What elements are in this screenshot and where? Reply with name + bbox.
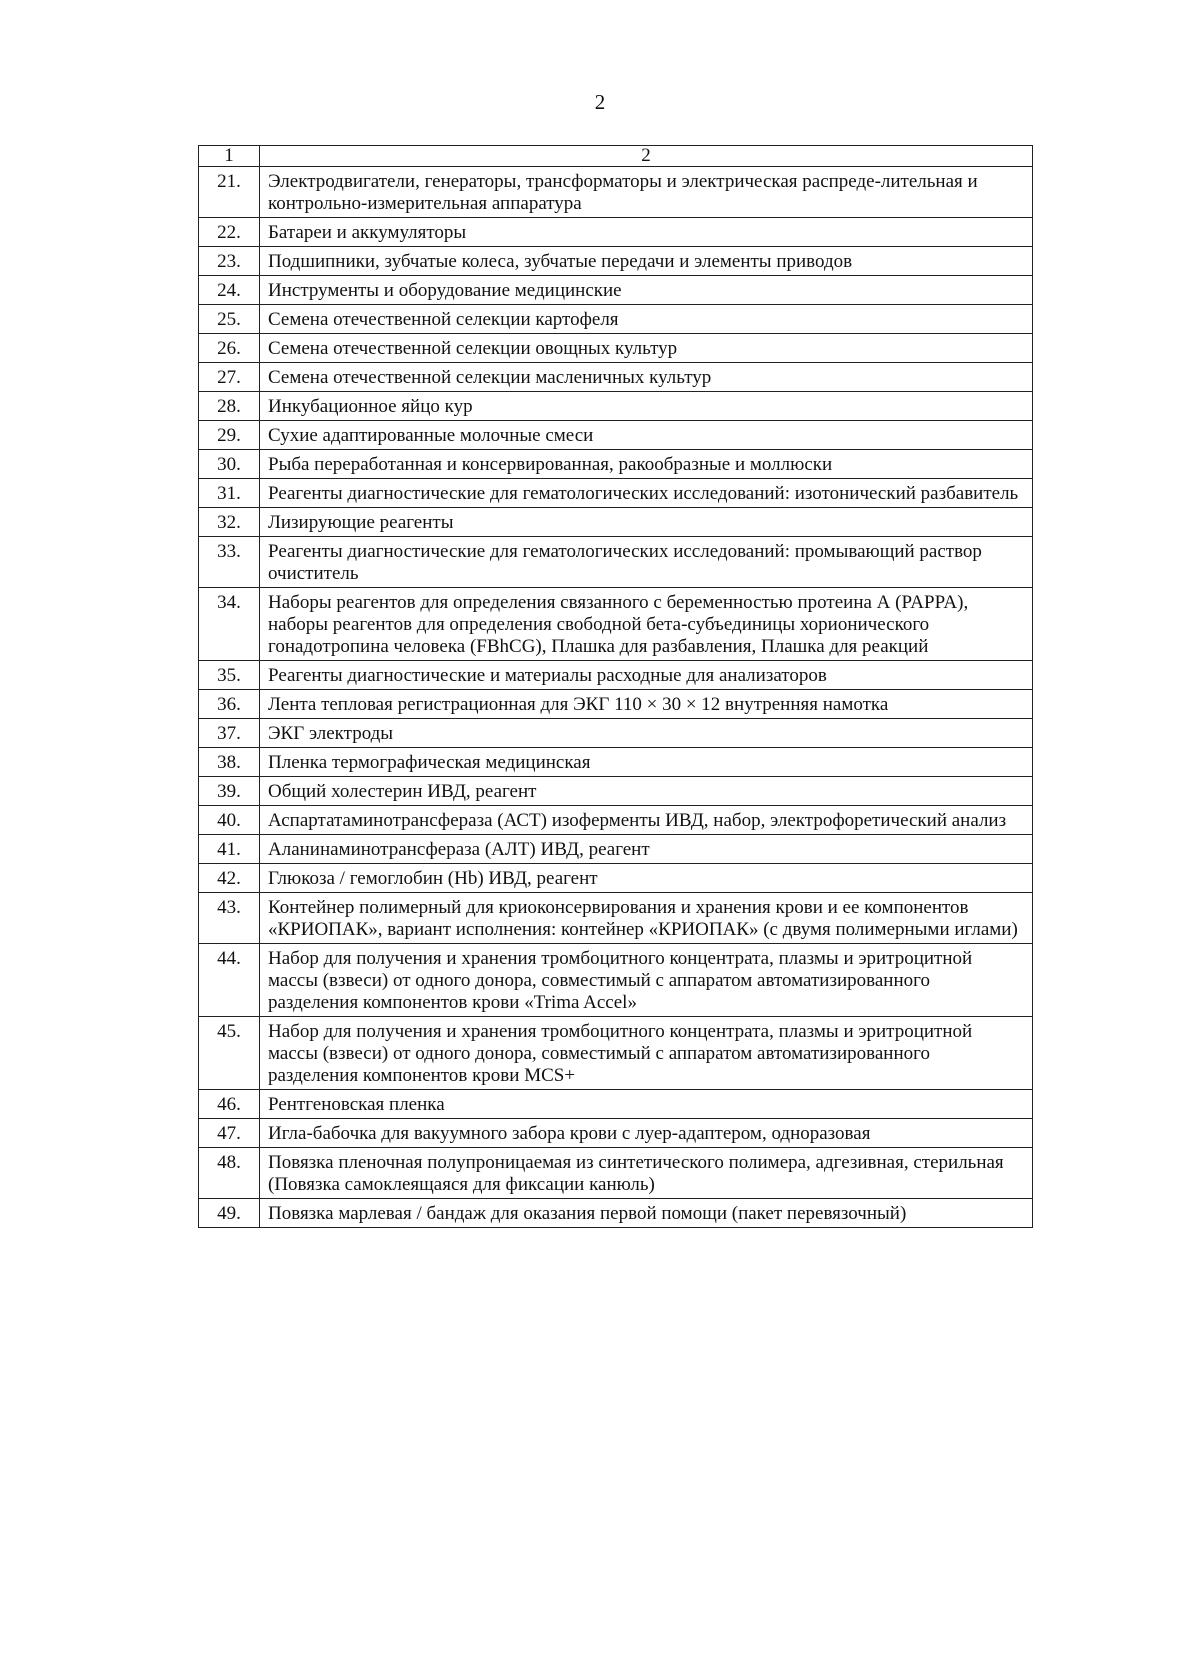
table-row (199, 835, 1033, 864)
table-row (199, 392, 1033, 421)
table-row (199, 1090, 1033, 1119)
table-row (199, 719, 1033, 748)
row-number: 44. (199, 944, 260, 1017)
row-number: 46. (199, 1090, 260, 1119)
row-number: 27. (199, 363, 260, 392)
row-number: 39. (199, 777, 260, 806)
row-number: 48. (199, 1148, 260, 1199)
table-row (199, 247, 1033, 276)
table-row (199, 167, 1033, 218)
row-number: 21. (199, 167, 260, 218)
table-row (199, 864, 1033, 893)
items-table (198, 145, 1033, 1228)
row-number: 45. (199, 1017, 260, 1090)
table-row (199, 537, 1033, 588)
row-item-name: Реагенты диагностические и материалы расходные для анализаторов (260, 661, 1033, 690)
row-item-name: Лизирующие реагенты (260, 508, 1033, 537)
row-number: 43. (199, 893, 260, 944)
row-number: 29. (199, 421, 260, 450)
header-cell-number: 1 (199, 146, 260, 167)
row-item-name: Общий холестерин ИВД, реагент (260, 777, 1033, 806)
table-row (199, 588, 1033, 661)
row-item-name: Реагенты диагностические для гематологических исследований: промывающий раствор очиститель (260, 537, 1033, 588)
row-number: 26. (199, 334, 260, 363)
row-item-name: Аланинаминотрансфераза (АЛТ) ИВД, реагент (260, 835, 1033, 864)
row-number: 47. (199, 1119, 260, 1148)
row-item-name: Наборы реагентов для определения связанного с беременностью протеина А (PAPPA), наборы реагентов для определения свободной бета-субъединицы хорионического гонадотропина человека (FBhCG), Плашка для разбавления, Плашка для реакций (260, 588, 1033, 661)
row-item-name: Подшипники, зубчатые колеса, зубчатые передачи и элементы приводов (260, 247, 1033, 276)
table-row (199, 690, 1033, 719)
header-cell-name: 2 (260, 146, 1033, 167)
row-number: 40. (199, 806, 260, 835)
row-number: 25. (199, 305, 260, 334)
row-number: 49. (199, 1199, 260, 1228)
row-item-name: Повязка пленочная полупроницаемая из синтетического полимера, адгезивная, стерильная (Повязка самоклеящаяся для фиксации канюль) (260, 1148, 1033, 1199)
table-row (199, 1119, 1033, 1148)
row-number: 31. (199, 479, 260, 508)
row-number: 23. (199, 247, 260, 276)
row-number: 32. (199, 508, 260, 537)
table-row (199, 777, 1033, 806)
row-number: 41. (199, 835, 260, 864)
table-row (199, 893, 1033, 944)
row-number: 33. (199, 537, 260, 588)
row-item-name: Электродвигатели, генераторы, трансформаторы и электрическая распреде-лительная и контрольно-измерительная аппаратура (260, 167, 1033, 218)
table-row (199, 305, 1033, 334)
row-item-name: Лента тепловая регистрационная для ЭКГ 110 × 30 × 12 внутренняя намотка (260, 690, 1033, 719)
row-item-name: Семена отечественной селекции овощных культур (260, 334, 1033, 363)
row-item-name: Семена отечественной селекции масленичных культур (260, 363, 1033, 392)
row-item-name: Игла-бабочка для вакуумного забора крови с луер-адаптером, одноразовая (260, 1119, 1033, 1148)
row-number: 37. (199, 719, 260, 748)
table-header-row (199, 146, 1033, 167)
row-number: 28. (199, 392, 260, 421)
row-number: 30. (199, 450, 260, 479)
table-row (199, 806, 1033, 835)
table-row (199, 334, 1033, 363)
row-number: 35. (199, 661, 260, 690)
table-row (199, 508, 1033, 537)
table-row (199, 479, 1033, 508)
row-item-name: Семена отечественной селекции картофеля (260, 305, 1033, 334)
table-row (199, 421, 1033, 450)
table-row (199, 944, 1033, 1017)
table-row (199, 276, 1033, 305)
table-row (199, 218, 1033, 247)
row-number: 24. (199, 276, 260, 305)
row-number: 38. (199, 748, 260, 777)
row-item-name: Аспартатаминотрансфераза (АСТ) изоферменты ИВД, набор, электрофоретический анализ (260, 806, 1033, 835)
row-item-name: Пленка термографическая медицинская (260, 748, 1033, 777)
row-number: 34. (199, 588, 260, 661)
row-number: 42. (199, 864, 260, 893)
row-number: 36. (199, 690, 260, 719)
row-item-name: Сухие адаптированные молочные смеси (260, 421, 1033, 450)
row-item-name: Набор для получения и хранения тромбоцитного концентрата, плазмы и эритроцитной массы (взвеси) от одного донора, совместимый с аппаратом автоматизированного разделения компонентов крови «Trima Accel» (260, 944, 1033, 1017)
row-item-name: Инструменты и оборудование медицинские (260, 276, 1033, 305)
table-row (199, 1017, 1033, 1090)
row-item-name: Батареи и аккумуляторы (260, 218, 1033, 247)
table-row (199, 450, 1033, 479)
row-item-name: Инкубационное яйцо кур (260, 392, 1033, 421)
row-item-name: Рентгеновская пленка (260, 1090, 1033, 1119)
page-number: 2 (594, 90, 606, 114)
row-item-name: Глюкоза / гемоглобин (Hb) ИВД, реагент (260, 864, 1033, 893)
row-item-name: Контейнер полимерный для криоконсервирования и хранения крови и ее компонентов «КРИОПАК», вариант исполнения: контейнер «КРИОПАК» (с двумя полимерными иглами) (260, 893, 1033, 944)
items-table-body (199, 146, 1033, 1228)
row-item-name: Рыба переработанная и консервированная, ракообразные и моллюски (260, 450, 1033, 479)
table-row (199, 363, 1033, 392)
row-item-name: Повязка марлевая / бандаж для оказания первой помощи (пакет перевязочный) (260, 1199, 1033, 1228)
row-item-name: ЭКГ электроды (260, 719, 1033, 748)
table-row (199, 1148, 1033, 1199)
row-item-name: Реагенты диагностические для гематологических исследований: изотонический разбавитель (260, 479, 1033, 508)
row-item-name: Набор для получения и хранения тромбоцитного концентрата, плазмы и эритроцитной массы (взвеси) от одного донора, совместимый с аппаратом автоматизированного разделения компонентов крови MCS+ (260, 1017, 1033, 1090)
table-row (199, 661, 1033, 690)
table-row (199, 1199, 1033, 1228)
table-row (199, 748, 1033, 777)
row-number: 22. (199, 218, 260, 247)
